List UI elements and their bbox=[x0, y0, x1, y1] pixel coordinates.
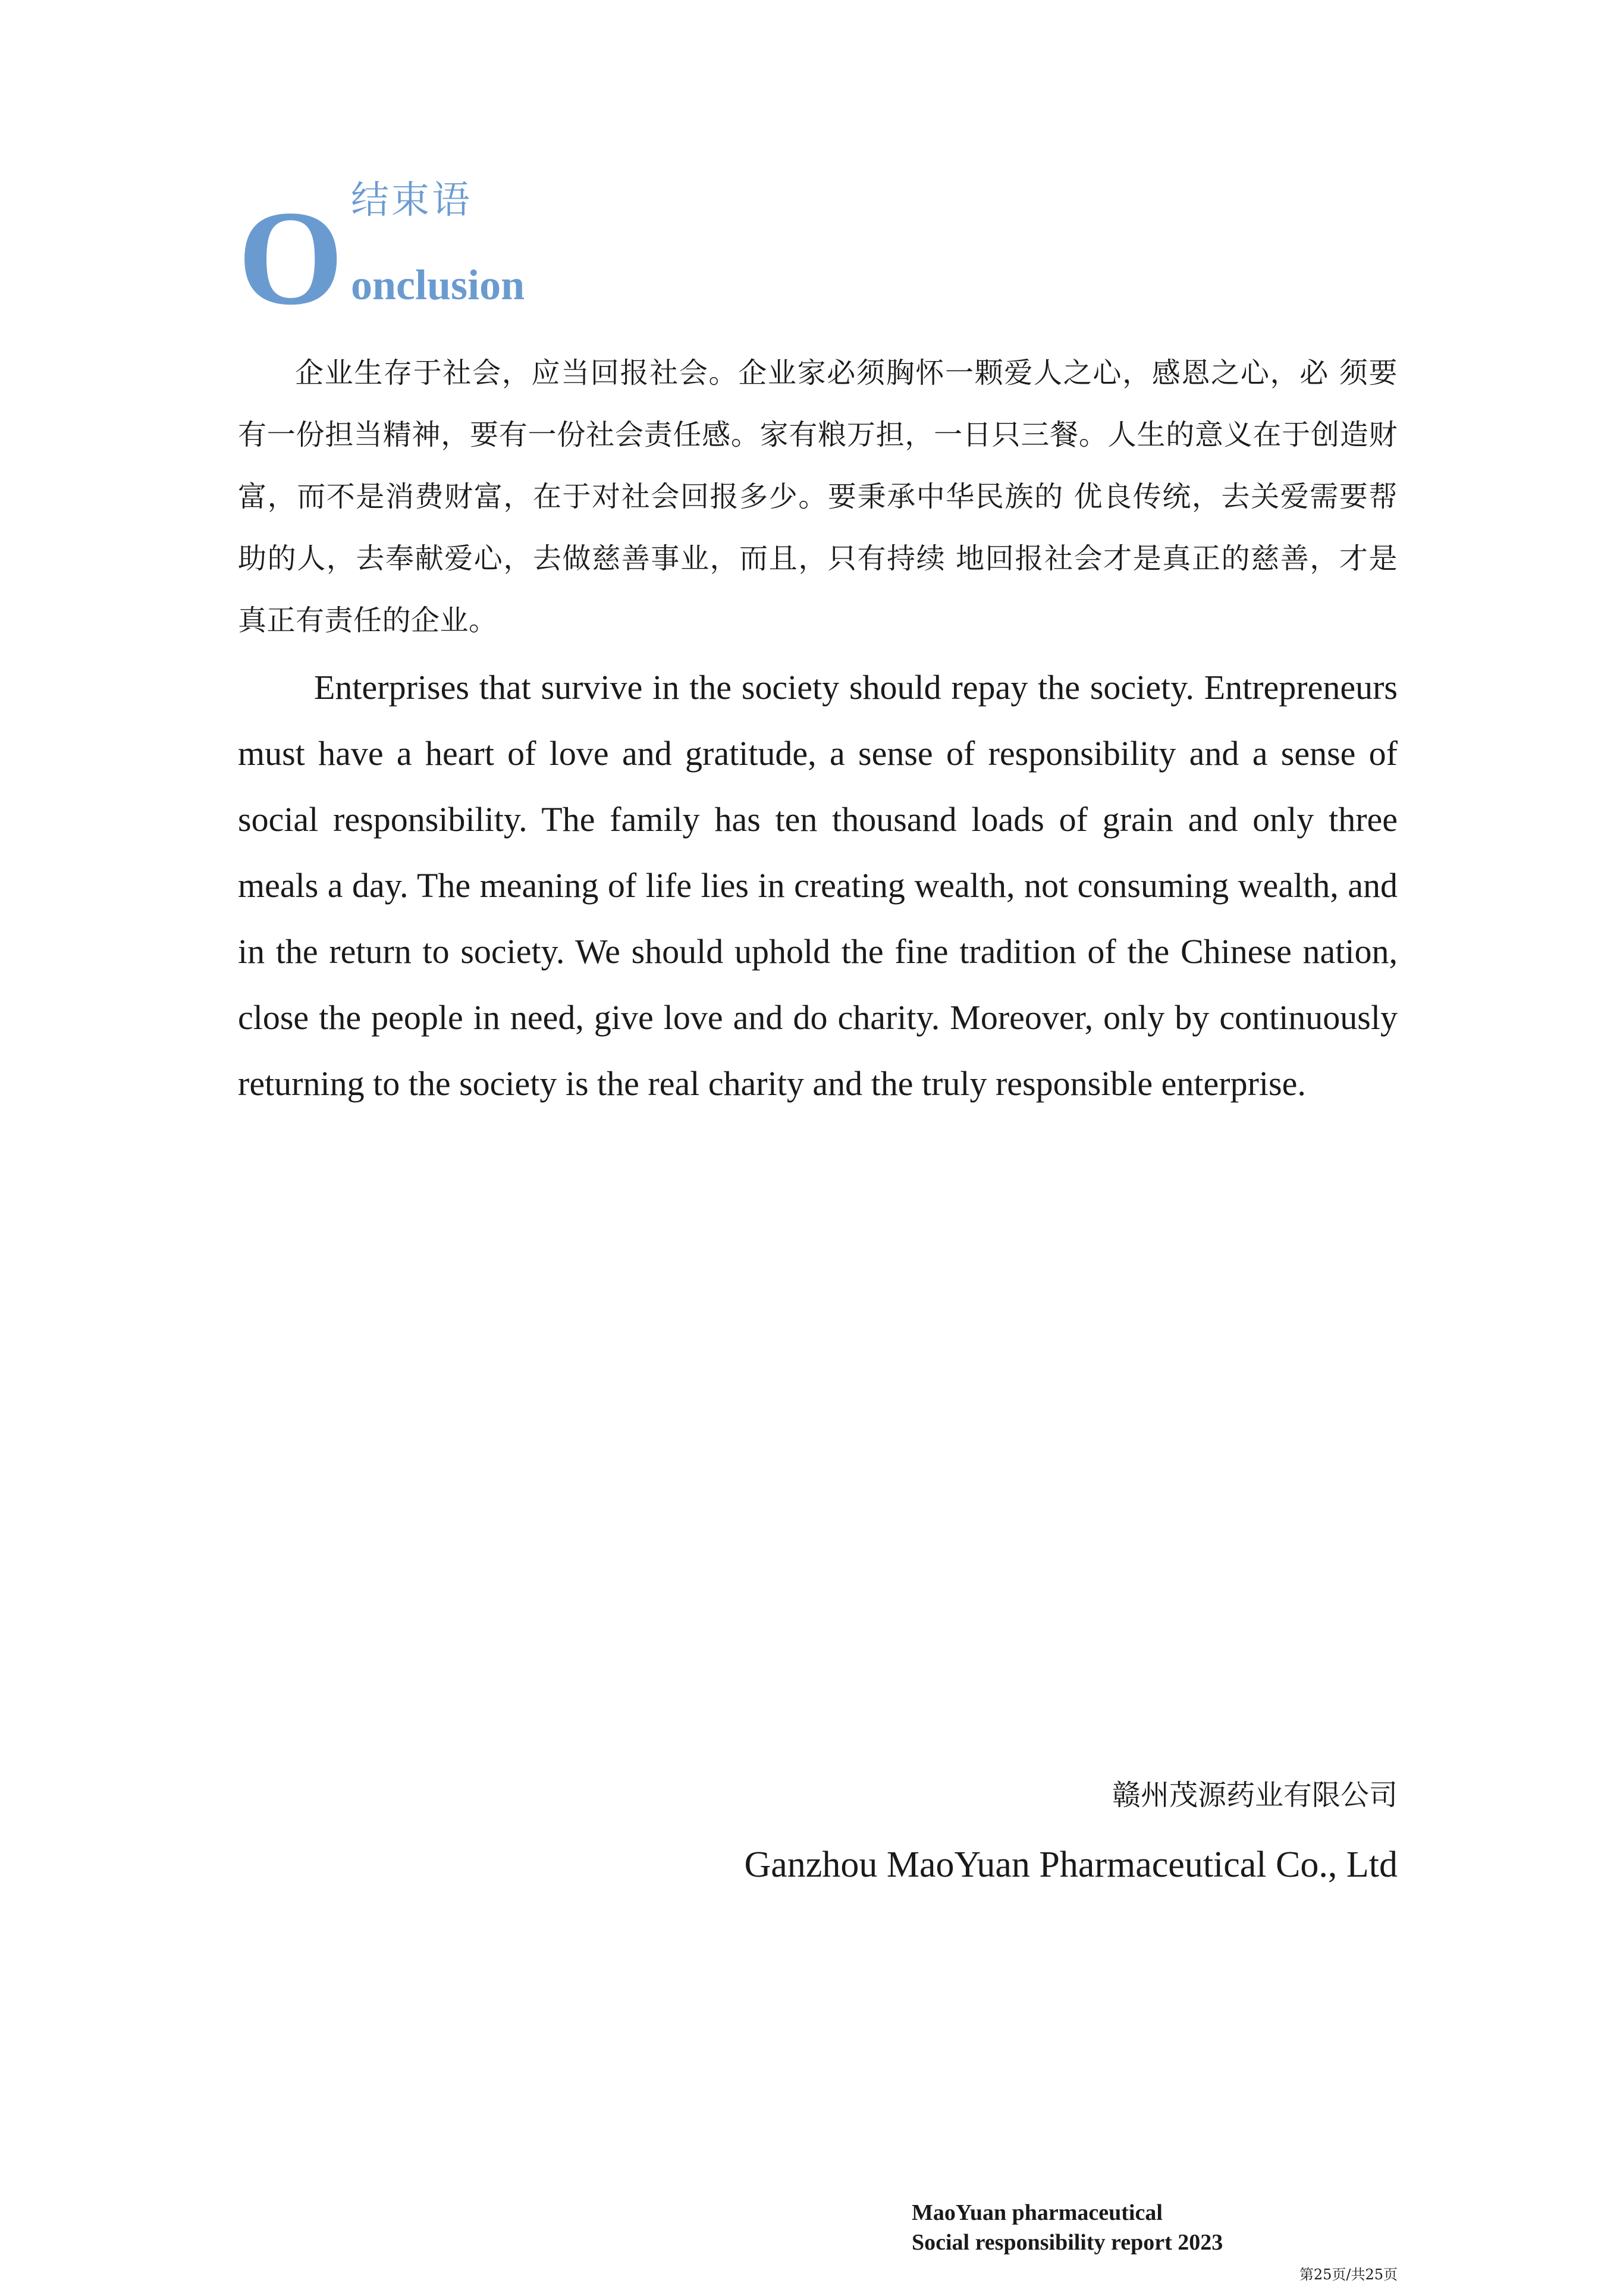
signature-company-chinese: 赣州茂源药业有限公司 bbox=[1112, 1779, 1398, 1812]
footer-report-line-2: Social responsibility report 2023 bbox=[912, 2230, 1223, 2255]
section-heading bbox=[238, 172, 952, 333]
paragraph-english: Enterprises that survive in the society should repay the society. Entrepreneurs must have a heart of love and gratitude, a sense of responsibility and a sense of social responsibility. The family has ten thousand loads of grain and only three meals a day. The meaning of life lies in creating wealth, not consuming wealth, and in the return to society. We should uphold the fine tradition of the Chinese nation, close the people in need, give love and do charity. Moreover, only by continuously returning to the society is the real charity and the truly responsible enterprise. bbox=[238, 668, 1398, 1103]
paragraph-chinese: 企业生存于社会，应当回报社会。企业家必须胸怀一颗爱人之心，感恩之心，必 须要有一份担当精神，要有一份社会责任感。家有粮万担，一日只三餐。人生的意义在于创造财富，而不是消费财富，在于对社会回报多少。要秉承中华民族的 优良传统，去关爱需要帮助的人，去奉献爱心，去做慈善事业，而且，只有持续 地回报社会才是真正的慈善，才是真正有责任的企业。 bbox=[238, 356, 1398, 637]
heading-drop-letter: O bbox=[238, 183, 344, 333]
heading-title-english: onclusion bbox=[351, 261, 525, 309]
signature-company-english: Ganzhou MaoYuan Pharmaceutical Co., Ltd bbox=[744, 1845, 1398, 1885]
footer-page-number: 第25页/共25页 bbox=[1299, 2266, 1398, 2283]
heading-title-chinese: 结束语 bbox=[351, 178, 472, 222]
footer-report-line-1: MaoYuan pharmaceutical bbox=[912, 2200, 1163, 2225]
footer-report-title bbox=[912, 2198, 1223, 2257]
